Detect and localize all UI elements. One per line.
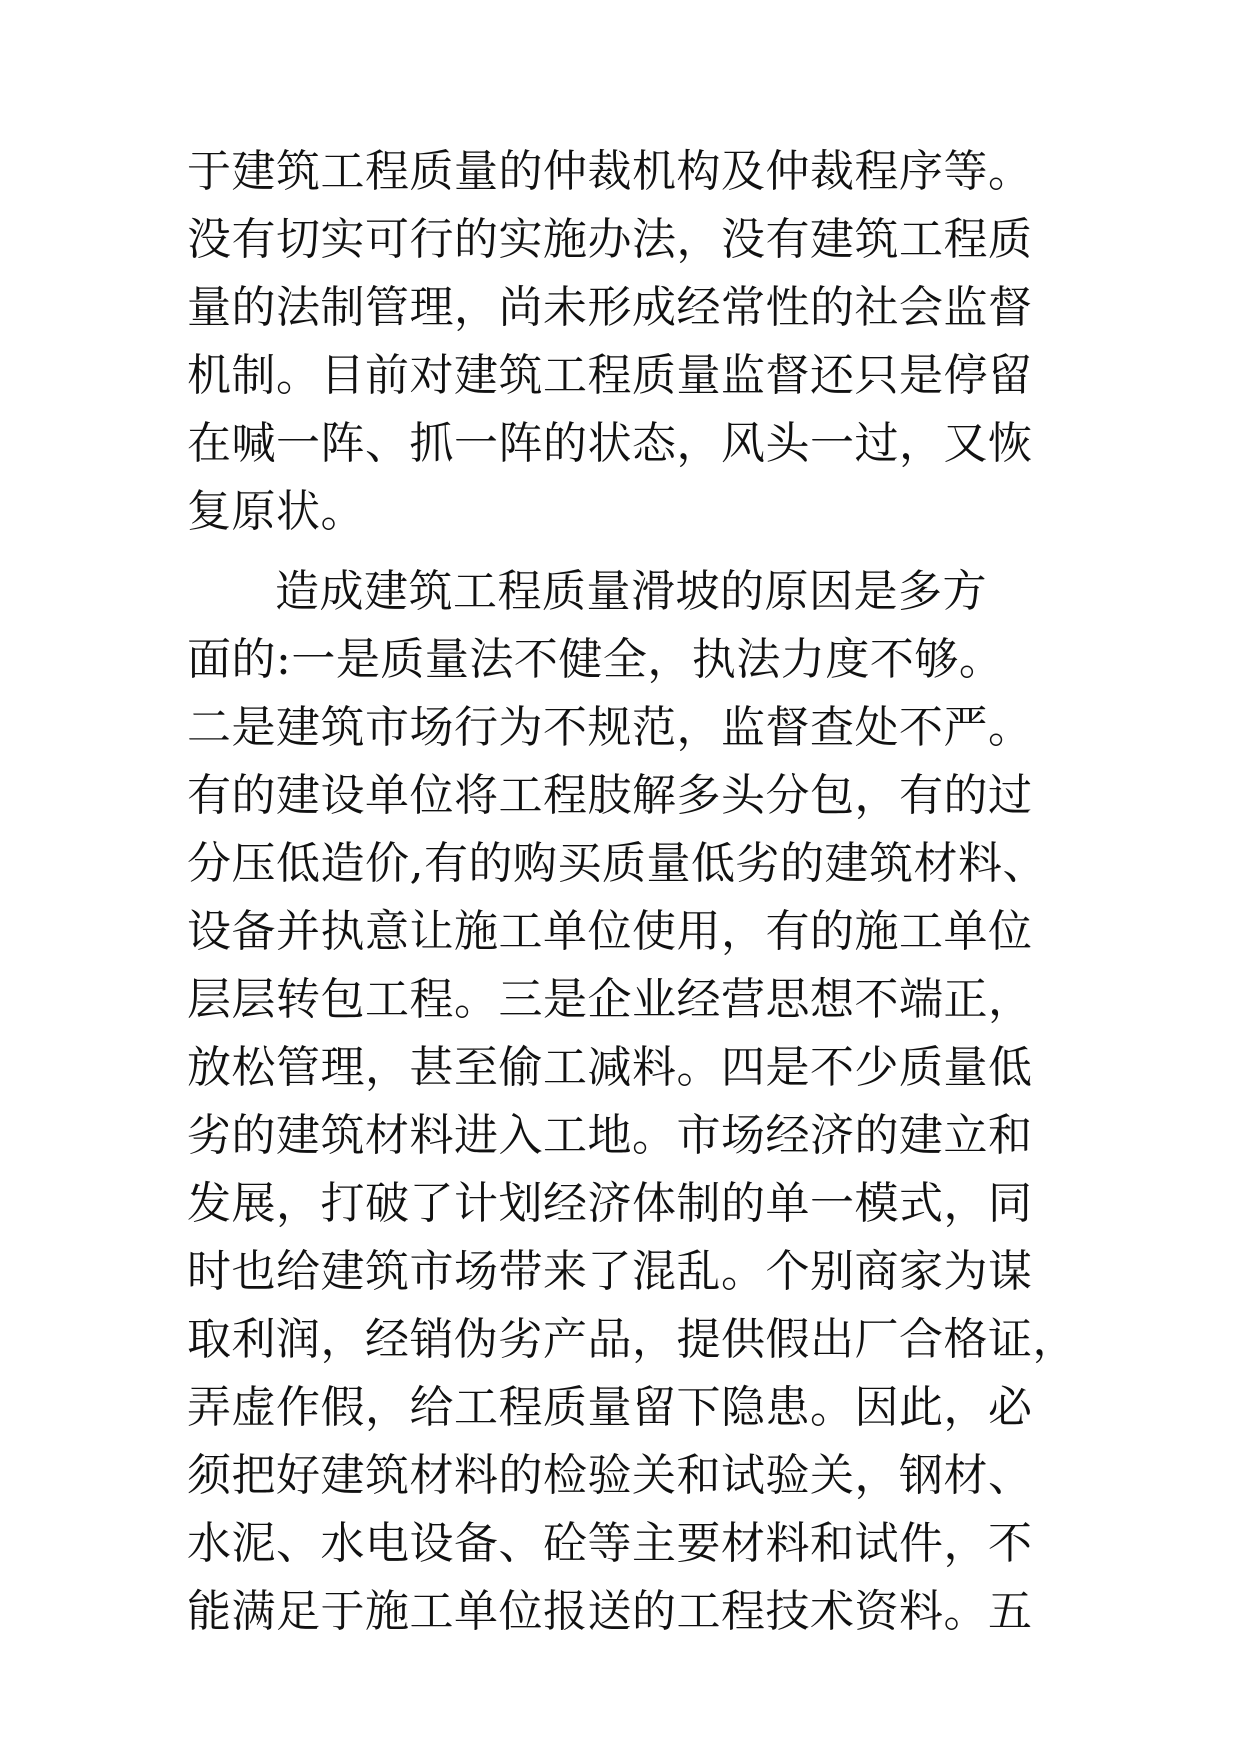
text-line: 设备并执意让施工单位使用，有的施工单位	[187, 906, 1033, 957]
text-line: 层层转包工程。三是企业经营思想不端正，	[187, 974, 1033, 1025]
text-line: 面的:一是质量法不健全，执法力度不够。	[187, 634, 1004, 685]
text-line: 复原状。	[187, 486, 365, 537]
text-line: 量的法制管理，尚未形成经常性的社会监督	[187, 282, 1033, 333]
text-line: 发展，打破了计划经济体制的单一模式，同	[187, 1178, 1033, 1229]
text-line: 须把好建筑材料的检验关和试验关，钢材、	[187, 1450, 1033, 1501]
paragraph-1	[187, 138, 1087, 546]
text-line: 弄虚作假，给工程质量留下隐患。因此，必	[187, 1382, 1033, 1433]
text-line: 时也给建筑市场带来了混乱。个别商家为谋	[187, 1246, 1033, 1297]
text-line: 水泥、水电设备、砼等主要材料和试件，不	[187, 1518, 1033, 1569]
text-line: 没有切实可行的实施办法，没有建筑工程质	[187, 214, 1033, 265]
text-line: 取利润，经销伪劣产品，提供假出厂合格证，	[187, 1314, 1077, 1365]
text-line: 有的建设单位将工程肢解多头分包，有的过	[187, 770, 1033, 821]
text-line: 在喊一阵、抓一阵的状态，风头一过，又恢	[187, 418, 1033, 469]
body-text	[187, 138, 1087, 1646]
paragraph-2	[187, 558, 1087, 1646]
text-line: 造成建筑工程质量滑坡的原因是多方	[275, 566, 987, 617]
text-line: 于建筑工程质量的仲裁机构及仲裁程序等。	[187, 146, 1033, 197]
text-line: 劣的建筑材料进入工地。市场经济的建立和	[187, 1110, 1033, 1161]
text-line: 能满足于施工单位报送的工程技术资料。五	[187, 1586, 1033, 1637]
text-line: 二是建筑市场行为不规范，监督查处不严。	[187, 702, 1033, 753]
text-line: 分压低造价,有的购买质量低劣的建筑材料、	[187, 838, 1047, 889]
text-line: 放松管理，甚至偷工减料。四是不少质量低	[187, 1042, 1033, 1093]
text-line: 机制。目前对建筑工程质量监督还只是停留	[187, 350, 1033, 401]
